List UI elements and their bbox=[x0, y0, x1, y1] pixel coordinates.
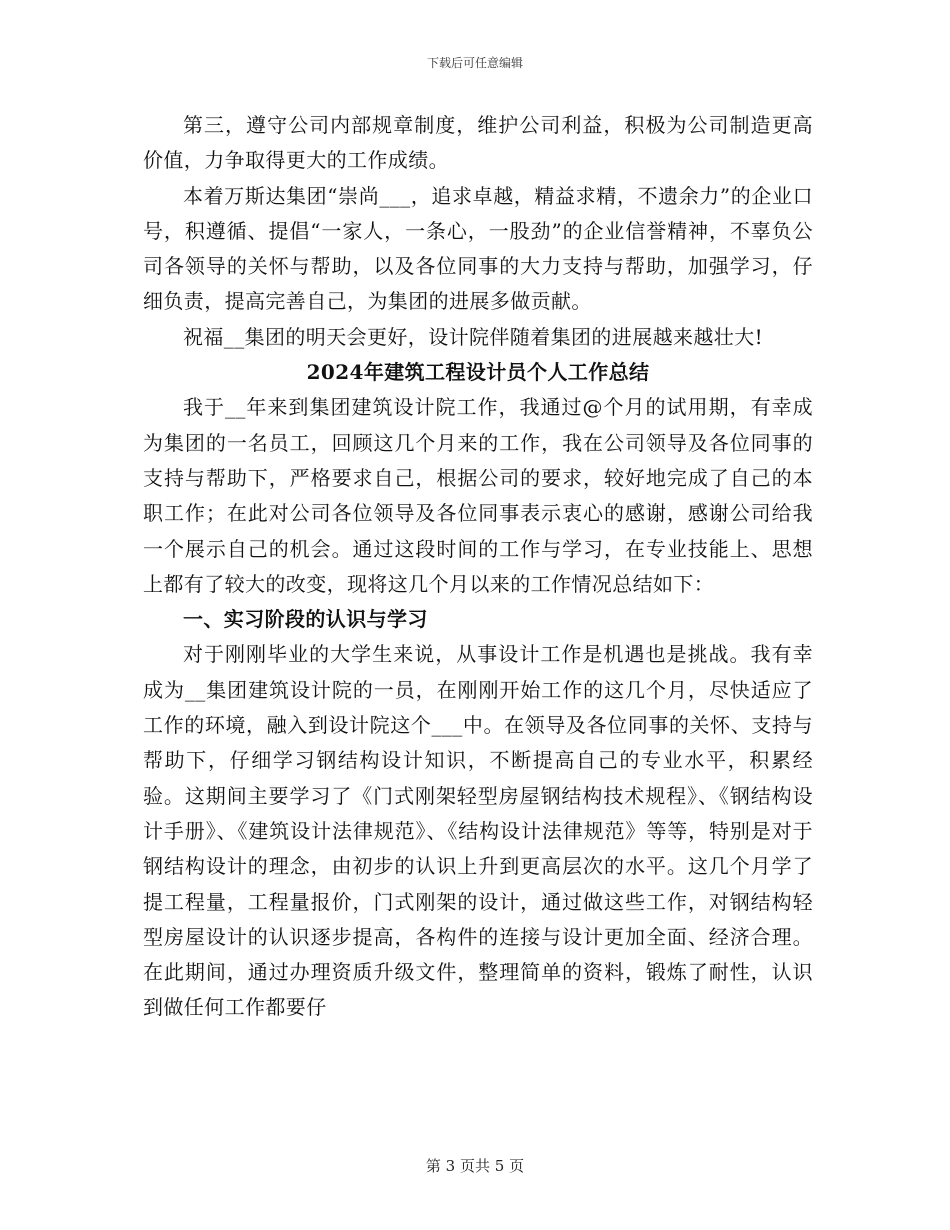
paragraph-intro: 我于__年来到集团建筑设计院工作，我通过@个月的试用期，有幸成为集团的一名员工，回顾这几个月来的工作，我在公司领导及各位同事的支持与帮助下，严格要求自己，根据公司的要求，较好地完成了自己的本职工作；在此对公司各位领导及各位同事表示衷心的感谢，感谢公司给我一个展示自己的机会。通过这段时间的工作与学习，在专业技能上、思想上都有了较大的改变，现将这几个月以来的工作情况总结如下： bbox=[143, 395, 813, 596]
page-header: 下载后可任意编辑 bbox=[426, 56, 523, 70]
paragraph-slogan: 本着万斯达集团“崇尚___，追求卓越，精益求精，不遗余力”的企业口号，积遵循、提倡“一家人，一条心，一股劲”的企业信誉精神，不辜负公司各领导的关怀与帮助，以及各位同事的大力支持与帮助，加强学习，仔细负责，提高完善自己，为集团的进展多做贡献。 bbox=[143, 183, 813, 314]
page-number-footer: 第 3 页共 5 页 bbox=[425, 1157, 525, 1175]
paragraph-wishes: 祝福__集团的明天会更好，设计院伴随着集团的进展越来越壮大! bbox=[183, 324, 764, 349]
document-title: 2024年建筑工程设计员个人工作总结 bbox=[306, 360, 650, 385]
document-body bbox=[143, 108, 813, 1026]
paragraph-section-body: 对于刚刚毕业的大学生来说，从事设计工作是机遇也是挑战。我有幸成为__集团建筑设计院的一员，在刚刚开始工作的这几个月，尽快适应了工作的环境，融入到设计院这个___中。在领导及各位同事的关怀、支持与帮助下，仔细学习钢结构设计知识，不断提高自己的专业水平，积累经验。这期间主要学习了《门式刚架轻型房屋钢结构技术规程》、《钢结构设计手册》、《建筑设计法律规范》、《结构设计法律规范》等等，特别是对于钢结构设计的理念，由初步的认识上升到更高层次的水平。这几个月学了提工程量，工程量报价，门式刚架的设计，通过做这些工作，对钢结构轻型房屋设计的认识逐步提高，各构件的连接与设计更加全面、经济合理。在此期间，通过办理资质升级文件，整理简单的资料，锻炼了耐性，认识到做任何工作都要仔 bbox=[143, 642, 813, 1020]
paragraph-rules: 第三，遵守公司内部规章制度，维护公司利益，积极为公司制造更高价值，力争取得更大的工作成绩。 bbox=[143, 113, 813, 173]
section-heading: 一、实习阶段的认识与学习 bbox=[183, 607, 428, 632]
